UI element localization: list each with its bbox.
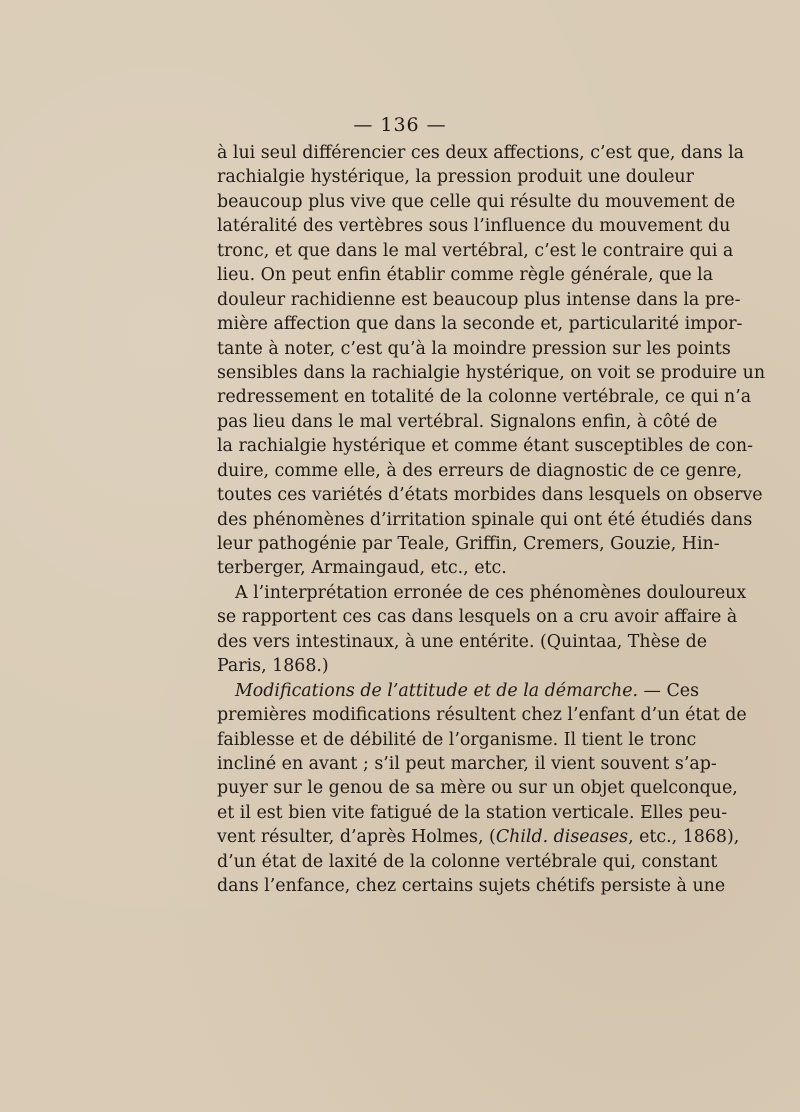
body-text	[217, 141, 766, 899]
text-line: leur pathogénie par Teale, Griffin, Cremers, Gouzie, Hin-	[217, 534, 720, 554]
text-line: terberger, Armaingaud, etc., etc.	[217, 558, 507, 579]
section-heading-line	[217, 679, 700, 703]
text-line: douleur rachidienne est beaucoup plus intense dans la pre-	[217, 289, 741, 310]
text-line: toutes ces variétés d’états morbides dans lesquels on observe	[217, 485, 763, 506]
citation-rest: , etc., 1868),	[628, 827, 740, 848]
citation-title: Child. diseases	[495, 827, 629, 848]
page-number: — 136 —	[353, 114, 447, 136]
text-line: faiblesse et de débilité de l’organisme. Il tient le tronc	[217, 729, 697, 750]
text-line: des phénomènes d’irritation spinale qui ont été étudiés dans	[217, 509, 753, 530]
text-line: à lui seul différencier ces deux affections, c’est que, dans la	[217, 143, 745, 163]
text-line: tronc, et que dans le mal vertébral, c’est le contraire qui a	[217, 240, 734, 261]
text-line: se rapportent ces cas dans lesquels on a cru avoir affaire à	[217, 607, 738, 628]
citation-lead: vent résulter, d’après Holmes, (	[217, 827, 496, 848]
text-line: duire, comme elle, à des erreurs de diagnostic de ce genre,	[217, 460, 743, 481]
text-line: sensibles dans la rachialgie hystérique, on voit se produire un	[217, 362, 766, 383]
text-line: A l’interprétation erronée de ces phénomènes douloureux	[235, 582, 747, 603]
text-line: premières modifications résultent chez l’enfant d’un état de	[217, 705, 747, 726]
text-line: et il est bien vite fatigué de la station verticale. Elles peu-	[217, 802, 728, 823]
text-line: Paris, 1868.)	[217, 656, 329, 677]
text-line: latéralité des vertèbres sous l’influence du mouvement du	[217, 216, 731, 237]
text-line: la rachialgie hystérique et comme étant susceptibles de con-	[217, 436, 753, 457]
text-line: tante à noter, c’est qu’à la moindre pression sur les points	[217, 338, 731, 359]
text-line: d’un état de laxité de la colonne vertébrale qui, constant	[217, 851, 718, 872]
text-line: mière affection que dans la seconde et, particularité impor-	[217, 314, 743, 335]
text-line: puyer sur le genou de sa mère ou sur un objet quelconque,	[217, 778, 738, 799]
section-heading: Modifications de l’attitude et de la démarche.	[235, 680, 639, 701]
text-line: incliné en avant ; s’il peut marcher, il vient souvent s’ap-	[217, 753, 717, 774]
text-line: des vers intestinaux, à une entérite. (Quintaa, Thèse de	[217, 631, 708, 652]
citation-line	[217, 825, 740, 849]
text-line: pas lieu dans le mal vertébral. Signalons enfin, à côté de	[217, 411, 718, 432]
text-line: beaucoup plus vive que celle qui résulte du mouvement de	[217, 191, 736, 212]
text-line: lieu. On peut enfin établir comme règle générale, que la	[217, 265, 714, 286]
section-heading-continuation: — Ces	[638, 680, 700, 701]
text-line: dans l’enfance, chez certains sujets chétifs persiste à une	[217, 876, 726, 897]
text-line: rachialgie hystérique, la pression produit une douleur	[217, 167, 694, 188]
text-line: redressement en totalité de la colonne vertébrale, ce qui n’a	[217, 387, 752, 408]
